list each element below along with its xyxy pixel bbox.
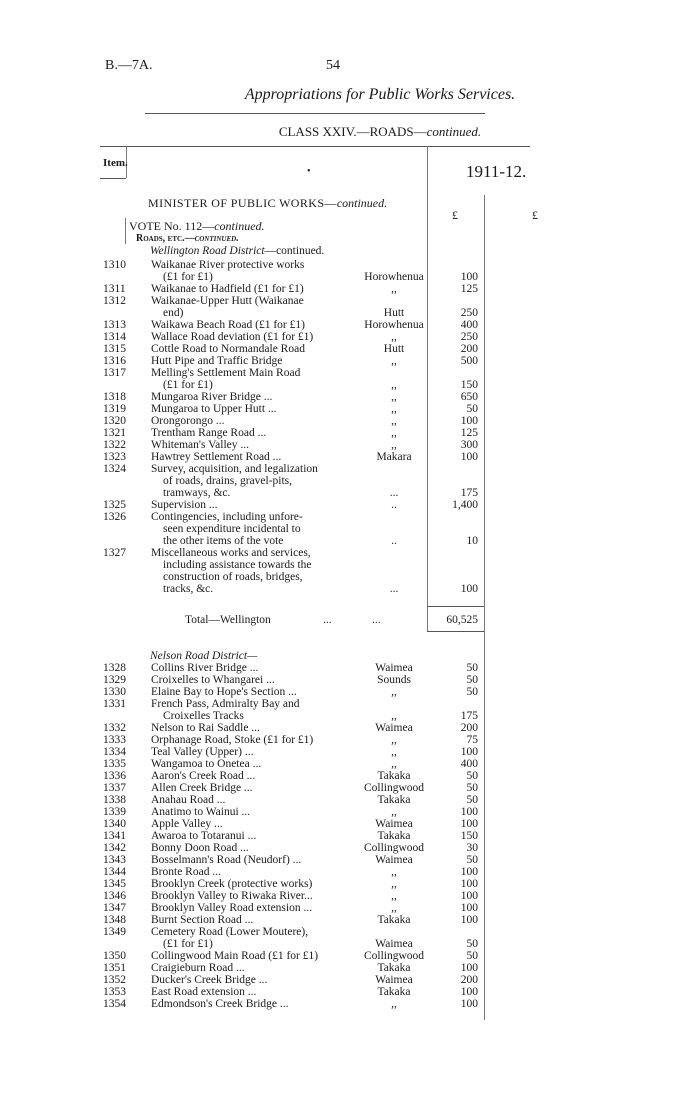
item-amount: 50: [466, 686, 478, 698]
item-amount: 100: [460, 746, 478, 758]
item-description: East Road extension ...: [151, 986, 257, 998]
item-header-rule: [100, 178, 126, 179]
item-number: 1335: [103, 758, 126, 770]
header-bullet: •: [307, 166, 311, 177]
item-district: Collingwood: [363, 950, 425, 962]
item-number: 1344: [103, 866, 126, 878]
column-header-item: Item.: [103, 157, 128, 169]
item-number: 1322: [103, 439, 126, 451]
total-leader-dots-2: ...: [372, 614, 381, 626]
item-district: ,,: [391, 710, 397, 722]
item-description: Supervision ...: [151, 499, 218, 511]
item-description: Brooklyn Creek (protective works): [151, 878, 313, 890]
item-number: 1314: [103, 331, 126, 343]
item-amount: 125: [460, 427, 478, 439]
item-district: ,,: [391, 902, 397, 914]
item-description: Burnt Section Road ...: [151, 914, 254, 926]
item-number: 1338: [103, 794, 126, 806]
item-amount: 125: [460, 283, 478, 295]
item-number: 1321: [103, 427, 126, 439]
item-description: Apple Valley ...: [151, 818, 223, 830]
item-number: 1319: [103, 403, 126, 415]
item-description: Survey, acquisition, and legalization: [151, 463, 318, 475]
item-district: ,,: [391, 746, 397, 758]
item-description: Miscellaneous works and services,: [151, 547, 311, 559]
item-amount: 100: [460, 962, 478, 974]
item-district: ,,: [391, 806, 397, 818]
item-description-continuation: (£1 for £1): [163, 938, 213, 950]
item-description: Ducker's Creek Bridge ...: [151, 974, 268, 986]
item-amount: 250: [460, 307, 478, 319]
item-number: 1351: [103, 962, 126, 974]
item-description: Waikawa Beach Road (£1 for £1): [151, 319, 305, 331]
item-amount: 650: [460, 391, 478, 403]
item-amount: 50: [466, 854, 478, 866]
item-amount: 100: [460, 902, 478, 914]
nelson-district-heading: Nelson Road District—: [150, 650, 258, 662]
class-heading: [0, 124, 700, 140]
item-number: 1354: [103, 998, 126, 1010]
item-amount: 50: [466, 950, 478, 962]
item-number: 1333: [103, 734, 126, 746]
item-amount: 200: [460, 974, 478, 986]
item-number: 1316: [103, 355, 126, 367]
item-amount: 100: [460, 914, 478, 926]
wellington-district-label: Wellington Road District: [150, 245, 265, 257]
item-number: 1343: [103, 854, 126, 866]
item-number: 1320: [103, 415, 126, 427]
item-district: ,,: [391, 427, 397, 439]
item-description: Croixelles to Whangarei ...: [151, 674, 275, 686]
item-district: Makara: [376, 451, 412, 463]
item-amount: 100: [460, 806, 478, 818]
total-amount: 60,525: [446, 614, 478, 626]
total-rule-top: [427, 606, 484, 607]
minister-label: MINISTER OF PUBLIC WORKS—: [148, 196, 337, 210]
item-amount: 50: [466, 794, 478, 806]
item-number: 1329: [103, 674, 126, 686]
item-number: 1324: [103, 463, 126, 475]
vote-label: VOTE No. 112—: [129, 219, 215, 233]
item-district: ,,: [391, 686, 397, 698]
item-description-continuation: end): [163, 307, 184, 319]
item-number: 1347: [103, 902, 126, 914]
item-description: French Pass, Admiralty Bay and: [151, 698, 300, 710]
item-number: 1350: [103, 950, 126, 962]
item-description: Waikanae-Upper Hutt (Waikanae: [151, 295, 304, 307]
item-number: 1328: [103, 662, 126, 674]
item-description: Hawtrey Settlement Road ...: [151, 451, 282, 463]
total-label: Total—Wellington: [185, 614, 271, 626]
item-district: Takaka: [377, 914, 411, 926]
item-district: Waimea: [375, 854, 413, 866]
item-description: Whiteman's Valley ...: [151, 439, 249, 451]
item-amount: 100: [460, 583, 478, 595]
item-description: Brooklyn Valley Road extension ...: [151, 902, 313, 914]
item-amount: 50: [466, 662, 478, 674]
item-district: ..: [391, 499, 397, 511]
item-description: Teal Valley (Upper) ...: [151, 746, 254, 758]
item-amount: 150: [460, 830, 478, 842]
total-leader-dots: ...: [323, 614, 332, 626]
item-description: Contingencies, including unfore-: [151, 511, 303, 523]
item-amount: 50: [466, 674, 478, 686]
wellington-district-heading: [150, 245, 324, 257]
item-description: Trentham Range Road ...: [151, 427, 267, 439]
item-number: 1318: [103, 391, 126, 403]
item-number: 1317: [103, 367, 126, 379]
item-district: ,,: [391, 878, 397, 890]
item-district: ,,: [391, 758, 397, 770]
item-number: 1341: [103, 830, 126, 842]
item-description: Edmondson's Creek Bridge ...: [151, 998, 289, 1010]
item-number: 1331: [103, 698, 126, 710]
roads-heading: [136, 233, 239, 244]
item-description: Wangamoa to Onetea ...: [151, 758, 262, 770]
item-description: Craigieburn Road ...: [151, 962, 245, 974]
item-district: ,,: [391, 890, 397, 902]
item-description-continuation: Croixelles Tracks: [163, 710, 244, 722]
item-description: Hutt Pipe and Traffic Bridge: [151, 355, 283, 367]
column-header-year: 1911-12.: [466, 162, 527, 181]
item-number: 1337: [103, 782, 126, 794]
item-number: 1339: [103, 806, 126, 818]
item-amount: 200: [460, 343, 478, 355]
item-amount: 100: [460, 998, 478, 1010]
item-district: ,,: [391, 355, 397, 367]
item-description: Bosselmann's Road (Neudorf) ...: [151, 854, 302, 866]
item-amount: 100: [460, 986, 478, 998]
item-district: Horowhenua: [364, 271, 424, 283]
item-description: Waikanae to Hadfield (£1 for £1): [151, 283, 304, 295]
item-district: Waimea: [375, 662, 413, 674]
item-description-continuation: seen expenditure incidental to: [163, 523, 301, 535]
item-number: 1311: [103, 283, 126, 295]
item-number: 1349: [103, 926, 126, 938]
item-amount: 300: [460, 439, 478, 451]
total-row: [0, 614, 700, 627]
item-description-continuation: including assistance towards the: [163, 559, 312, 571]
item-amount: 50: [466, 782, 478, 794]
item-district: ,,: [391, 379, 397, 391]
item-number: 1348: [103, 914, 126, 926]
item-number: 1312: [103, 295, 126, 307]
nelson-item-row: [0, 998, 700, 1011]
item-number: 1334: [103, 746, 126, 758]
item-district: ,,: [391, 415, 397, 427]
item-number: 1352: [103, 974, 126, 986]
item-description: Orphanage Road, Stoke (£1 for £1): [151, 734, 314, 746]
item-description: Mungaroa River Bridge ...: [151, 391, 273, 403]
item-description: Nelson to Rai Saddle ...: [151, 722, 260, 734]
roads-label: Roads, etc.—: [136, 233, 195, 244]
minister-continued: continued.: [336, 196, 388, 210]
item-amount: 175: [460, 710, 478, 722]
item-description: Cemetery Road (Lower Moutere),: [151, 926, 309, 938]
page-title: [0, 86, 700, 104]
item-amount: 100: [460, 866, 478, 878]
item-amount: 75: [466, 734, 478, 746]
item-amount: 100: [460, 878, 478, 890]
item-number: 1342: [103, 842, 126, 854]
item-district: Hutt: [383, 307, 405, 319]
item-description: Allen Creek Bridge ...: [151, 782, 253, 794]
item-description-continuation: the other items of the vote: [163, 535, 284, 547]
item-number: 1332: [103, 722, 126, 734]
item-amount: 400: [460, 758, 478, 770]
item-district: Waimea: [375, 722, 413, 734]
item-description: Waikanae River protective works: [151, 259, 305, 271]
item-description: Cottle Road to Normandale Road: [151, 343, 305, 355]
class-label: CLASS XXIV.—ROADS—: [278, 124, 427, 139]
item-number: 1323: [103, 451, 126, 463]
item-district: ,,: [391, 391, 397, 403]
item-amount: 50: [466, 403, 478, 415]
item-district: Takaka: [377, 986, 411, 998]
wellington-item-row-continuation: [0, 583, 700, 596]
item-district: ,,: [391, 866, 397, 878]
pound-symbol-1: £: [452, 208, 458, 222]
roads-continued: continued.: [194, 233, 239, 244]
item-description: Bonny Doon Road ...: [151, 842, 249, 854]
item-description-continuation: (£1 for £1): [163, 271, 213, 283]
wellington-district-continued: —continued.: [264, 245, 325, 257]
item-number: 1313: [103, 319, 126, 331]
item-description: Elaine Bay to Hope's Section ...: [151, 686, 297, 698]
item-district: Horowhenua: [364, 319, 424, 331]
item-amount: 200: [460, 722, 478, 734]
item-amount: 10: [466, 535, 478, 547]
title-rule: [145, 113, 485, 114]
item-description-continuation: construction of roads, bridges,: [163, 571, 303, 583]
item-district: ,,: [391, 998, 397, 1010]
item-description: Awaroa to Totaranui ...: [151, 830, 257, 842]
item-number: 1310: [103, 259, 126, 271]
total-rule-bottom: [427, 631, 484, 632]
item-description: Aaron's Creek Road ...: [151, 770, 256, 782]
item-amount: 1,400: [452, 499, 478, 511]
item-amount: 50: [466, 938, 478, 950]
item-number: 1325: [103, 499, 126, 511]
item-description: Wallace Road deviation (£1 for £1): [151, 331, 314, 343]
item-description: Orongorongo ...: [151, 415, 225, 427]
item-district: Takaka: [377, 962, 411, 974]
item-amount: 50: [466, 770, 478, 782]
item-district: Waimea: [375, 938, 413, 950]
item-amount: 100: [460, 890, 478, 902]
item-number: 1353: [103, 986, 126, 998]
item-amount: 400: [460, 319, 478, 331]
item-district: Sounds: [377, 674, 411, 686]
item-district: Collingwood: [363, 782, 425, 794]
item-number: 1327: [103, 547, 126, 559]
item-number: 1330: [103, 686, 126, 698]
item-description-continuation: tracks, &c.: [163, 583, 214, 595]
item-number: 1346: [103, 890, 126, 902]
item-district: Takaka: [377, 770, 411, 782]
item-description-continuation: (£1 for £1): [163, 379, 213, 391]
item-district: Hutt: [383, 343, 405, 355]
item-district: ...: [389, 487, 399, 499]
item-number: 1315: [103, 343, 126, 355]
item-description: Melling's Settlement Main Road: [151, 367, 301, 379]
item-amount: 100: [460, 415, 478, 427]
item-number: 1336: [103, 770, 126, 782]
item-description: Anatimo to Wainui ...: [151, 806, 251, 818]
page-number: 54: [326, 58, 340, 73]
item-amount: 100: [460, 451, 478, 463]
vote-heading: [129, 219, 265, 234]
minister-heading: [148, 196, 387, 211]
item-description: Mungaroa to Upper Hutt ...: [151, 403, 277, 415]
item-district: ,,: [391, 734, 397, 746]
item-amount: 100: [460, 271, 478, 283]
item-amount: 30: [466, 842, 478, 854]
page-title-text: Appropriations for Public Works Services.: [244, 86, 516, 103]
class-continued: continued.: [426, 124, 482, 139]
item-amount: 100: [460, 818, 478, 830]
item-amount: 175: [460, 487, 478, 499]
item-amount: 250: [460, 331, 478, 343]
item-district: Takaka: [377, 794, 411, 806]
item-district: Takaka: [377, 830, 411, 842]
item-district: ,,: [391, 403, 397, 415]
item-district: Waimea: [375, 818, 413, 830]
item-district: Waimea: [375, 974, 413, 986]
vote-margin-rule: [125, 218, 126, 244]
table-top-rule: [100, 146, 530, 147]
item-description: Bronte Road ...: [151, 866, 221, 878]
item-district: ,,: [391, 439, 397, 451]
item-amount: 150: [460, 379, 478, 391]
item-description: Brooklyn Valley to Riwaka River...: [151, 890, 313, 902]
item-district: ,,: [391, 283, 397, 295]
item-description: Anahau Road ...: [151, 794, 226, 806]
item-description: Collingwood Main Road (£1 for £1): [151, 950, 319, 962]
vote-continued: continued.: [214, 219, 265, 233]
item-number: 1326: [103, 511, 126, 523]
item-description-continuation: of roads, drains, gravel-pits,: [163, 475, 293, 487]
item-district: ...: [389, 583, 399, 595]
item-description: Collins River Bridge ...: [151, 662, 259, 674]
item-district: Collingwood: [363, 842, 425, 854]
pound-symbol-2: £: [532, 208, 538, 222]
item-district: ..: [391, 535, 397, 547]
item-district: ,,: [391, 331, 397, 343]
document-reference: B.—7A.: [105, 58, 153, 73]
item-number: 1345: [103, 878, 126, 890]
item-description-continuation: tramways, &c.: [163, 487, 231, 499]
item-amount: 500: [460, 355, 478, 367]
item-number: 1340: [103, 818, 126, 830]
